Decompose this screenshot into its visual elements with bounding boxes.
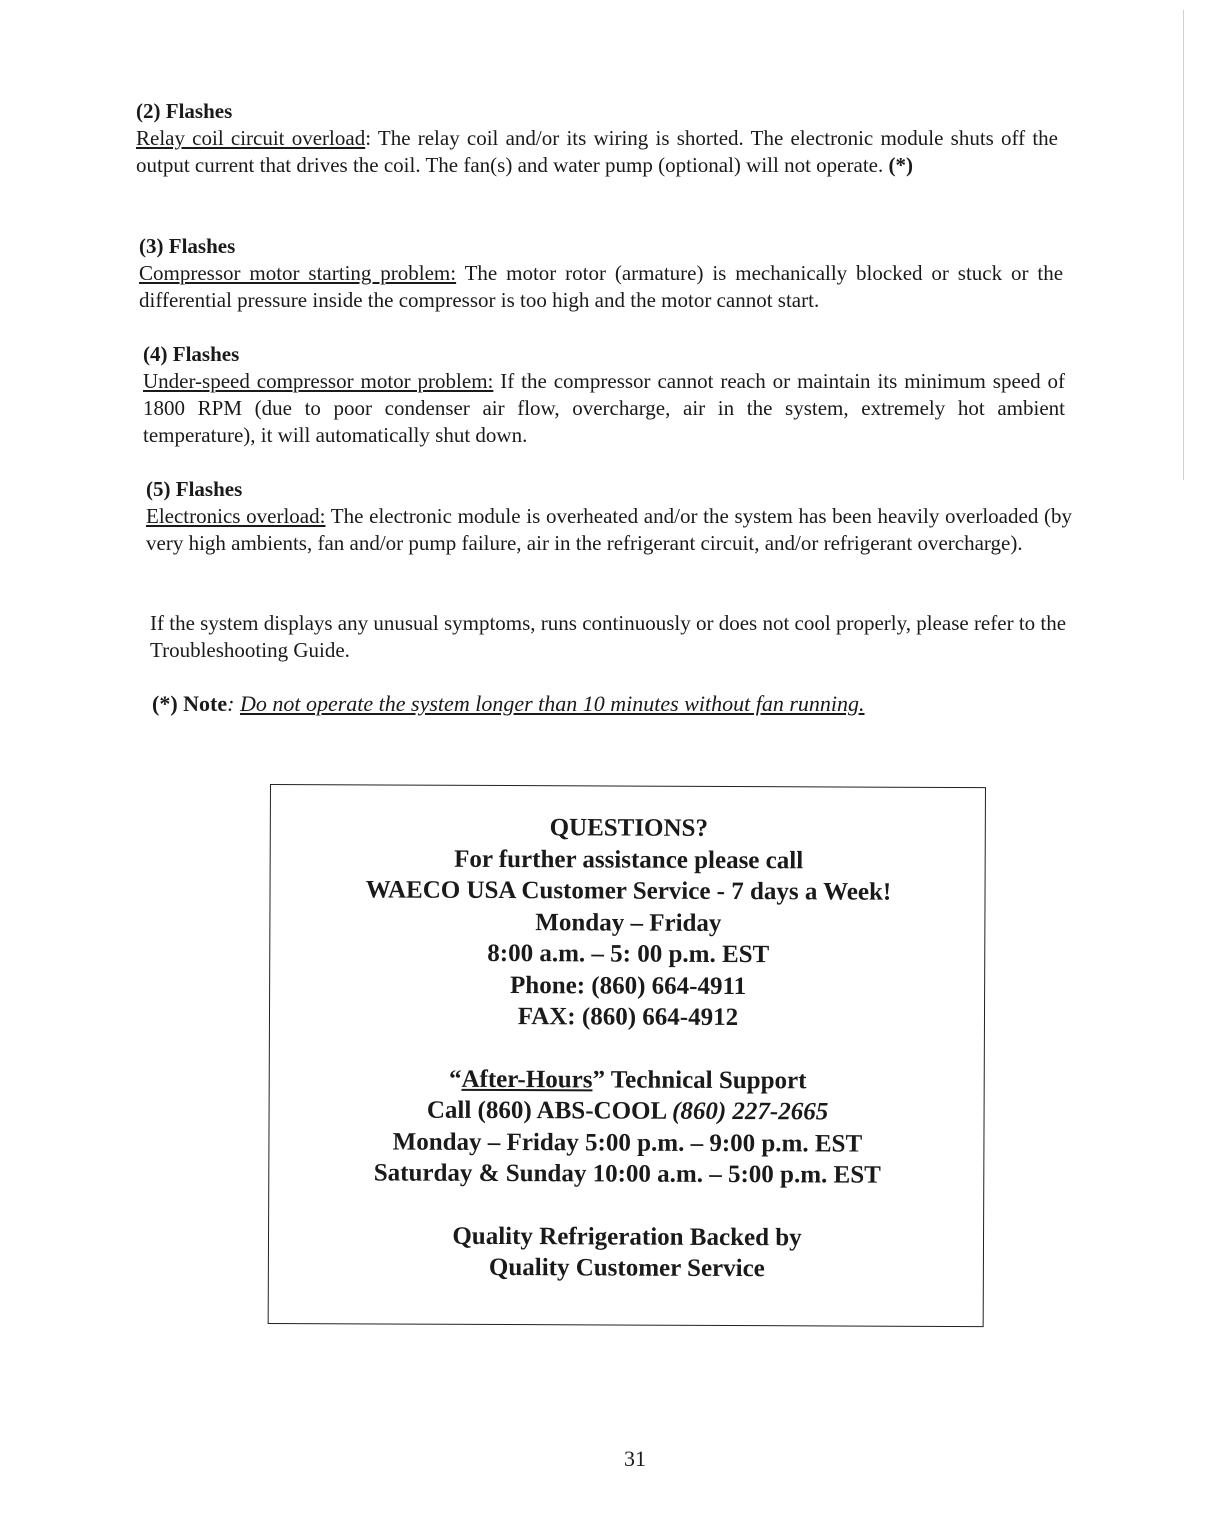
section-term: Relay coil circuit overload xyxy=(136,126,366,150)
call-alt-number: (860) 227-2665 xyxy=(671,1097,829,1126)
section-body xyxy=(146,503,1072,557)
section-4-flashes xyxy=(143,341,1065,449)
after-hours-rest: ” Technical Support xyxy=(592,1065,807,1094)
section-body xyxy=(139,260,1063,314)
section-5-flashes xyxy=(146,476,1072,557)
note-line xyxy=(152,690,865,718)
weekday-hours: Monday – Friday 5:00 p.m. – 9:00 p.m. EST xyxy=(392,1128,863,1158)
section-term: Compressor motor starting problem: xyxy=(139,261,457,285)
contact-box-content xyxy=(269,811,987,1286)
troubleshooting-text: If the system displays any unusual symptoms, runs continuously or does not cool properly, please refer to the Troubleshooting Guide. xyxy=(150,611,1067,662)
section-3-flashes xyxy=(139,233,1063,314)
note-colon: : xyxy=(227,691,235,716)
spacer xyxy=(269,1189,985,1223)
section-heading: (4) Flashes xyxy=(143,342,240,366)
weekend-hours: Saturday & Sunday 10:00 a.m. – 5:00 p.m. EST xyxy=(373,1159,881,1189)
section-text: The relay coil and/or its wiring is shorted. The electronic module shuts off the output current that drives the coil. The fan(s) and water pump (optional) will not operate. xyxy=(136,126,1058,177)
section-body xyxy=(143,368,1065,449)
customer-service-line: WAECO USA Customer Service - 7 days a Week! xyxy=(365,876,892,906)
phone-number: (860) 664-4911 xyxy=(591,971,747,1000)
section-text: The electronic module is overheated and/or the system has been heavily overloaded (by very high ambients, fan and/or pump failure, air in the refrigerant circuit, and/or refrigerant overcharge). xyxy=(146,504,1073,555)
call-text: Call (860) ABS-COOL xyxy=(426,1096,673,1125)
section-2-flashes xyxy=(136,98,1058,179)
section-text: If the compressor cannot reach or maintain its minimum speed of 1800 RPM (due to poor condenser air flow, overcharge, air in the system, extremely hot ambient temperature), it will automatically shut down. xyxy=(143,369,1065,447)
section-term: Electronics overload: xyxy=(146,504,326,528)
contact-box xyxy=(268,784,986,1327)
section-heading: (3) Flashes xyxy=(139,234,236,258)
phone-label: Phone: xyxy=(510,971,586,999)
after-hours-heading xyxy=(270,1063,986,1098)
business-days: Monday – Friday xyxy=(535,908,722,937)
open-quote: “ xyxy=(448,1065,462,1093)
section-term: Under-speed compressor motor problem: xyxy=(143,369,494,393)
section-heading: (5) Flashes xyxy=(146,477,243,501)
after-hours-word: After-Hours xyxy=(461,1065,593,1093)
slogan-line-2: Quality Customer Service xyxy=(488,1253,765,1283)
page-number: 31 xyxy=(624,1446,646,1471)
fax-label: FAX: xyxy=(517,1003,576,1031)
section-heading: (2) Flashes xyxy=(136,99,233,123)
questions-title: QUESTIONS? xyxy=(549,814,709,842)
section-body xyxy=(136,125,1058,179)
after-hours-call xyxy=(270,1094,986,1129)
section-term-colon: : xyxy=(365,126,372,150)
scan-edge-line xyxy=(1183,10,1184,480)
note-text: Do not operate the system longer than 10 minutes without fan running. xyxy=(239,691,865,716)
assistance-line: For further assistance please call xyxy=(454,845,804,874)
spacer xyxy=(270,1032,986,1066)
note-label: (*) Note xyxy=(152,691,228,716)
slogan-line-1: Quality Refrigeration Backed by xyxy=(452,1222,802,1251)
business-hours: 8:00 a.m. – 5: 00 p.m. EST xyxy=(487,939,770,969)
troubleshooting-paragraph xyxy=(150,610,1076,664)
section-text: The motor rotor (armature) is mechanically blocked or stuck or the differential pressure inside the compressor is too high and the motor cannot start. xyxy=(139,261,1064,312)
fax-line xyxy=(270,1000,986,1035)
footnote-mark: (*) xyxy=(888,153,913,177)
phone-line xyxy=(270,969,986,1004)
fax-number: (860) 664-4912 xyxy=(581,1003,739,1032)
